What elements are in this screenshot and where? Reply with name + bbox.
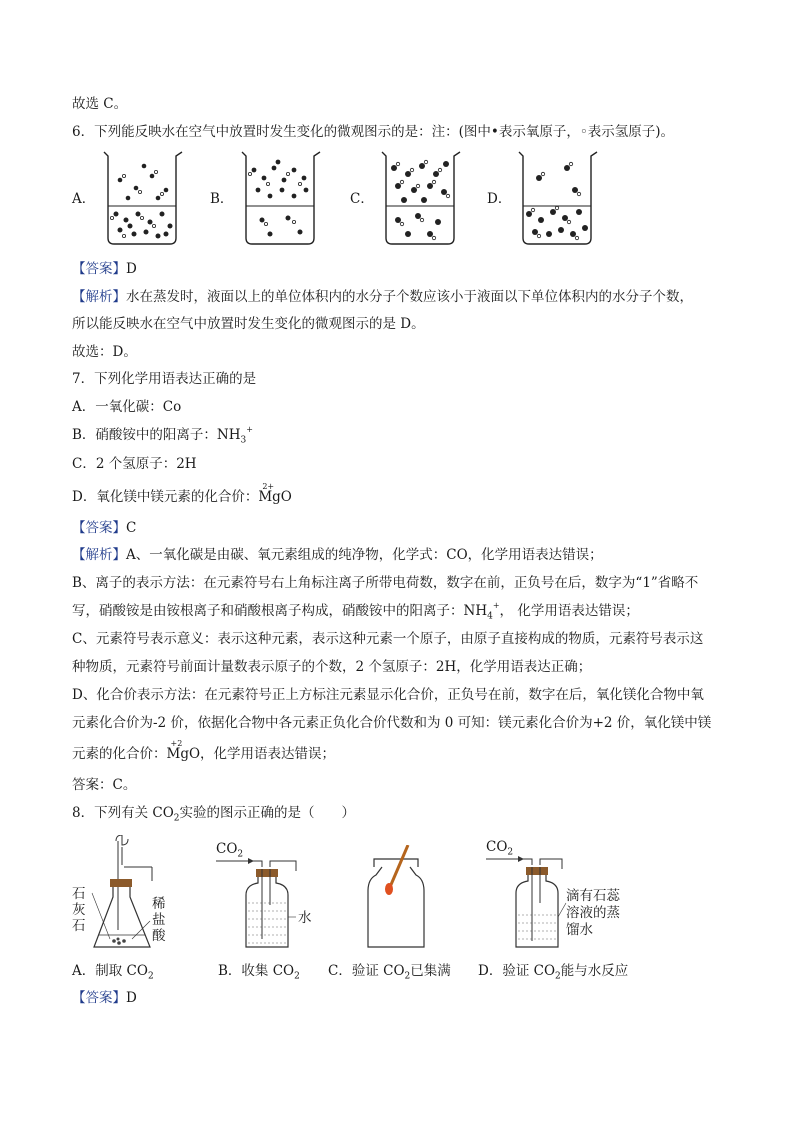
q7-option-c: C．2 个氢原子：2H	[72, 456, 197, 472]
q6-option-b-label: B．	[210, 191, 234, 207]
q7-analysis-b2: 写，硝酸铵是由铵根离子和硝酸根离子构成，硝酸铵中的阳离子：$NH_4^+$， 化学用语表达错误；	[72, 601, 639, 622]
q8-figure-a-apparatus	[88, 835, 188, 955]
q8-stem: 8．下列有关 $CO_2$实验的图示正确的是（ ）	[72, 805, 356, 824]
q7-analysis-d1: D、化合价表示方法：在元素符号正上方标注元素显示化合价，正负号在前，数字在后，氧化镁化合物中氧	[72, 687, 704, 703]
q8-fig-d-label: 滴有石蕊 溶液的蒸 馏水	[566, 888, 620, 938]
q6-beaker-c	[378, 150, 468, 246]
q6-beaker-a	[100, 150, 190, 246]
q8-caption-a: A．制取 $CO_2$	[72, 963, 154, 982]
q6-option-c-label: C．	[350, 191, 374, 207]
q8-figure-c-apparatus	[362, 845, 442, 955]
q7-analysis-d2: 元素化合价为-2 价，依据化合物中各元素正负化合价代数和为 0 可知：镁元素化合价为+2 价，氧化镁中镁	[72, 715, 712, 731]
q8-fig-b-water-label: 水	[298, 910, 312, 926]
q6-option-a-label: A．	[72, 191, 96, 207]
q8-figure-d-apparatus	[480, 853, 570, 955]
q7-analysis-c2: 种物质，元素符号前面计量数表示原子的个数，2 个氢原子：2H，化学用语表达正确；	[72, 659, 592, 675]
q8-fig-d-gas-label: $CO_2$	[486, 839, 514, 858]
q6-beaker-b	[238, 150, 328, 246]
q7-analysis-a: 【解析】A、一氧化碳是由碳、氧元素组成的纯净物，化学式：CO，化学用语表达错误；	[72, 547, 603, 563]
q7-stem: 7．下列化学用语表达正确的是	[72, 371, 257, 387]
q6-answer: 【答案】D	[72, 261, 137, 277]
prev-conclusion: 故选 C。	[72, 96, 128, 112]
q8-caption-b: B．收集 $CO_2$	[218, 963, 300, 982]
q7-analysis-d3: 元素的化合价： +2 MgO，化学用语表达错误；	[72, 739, 336, 762]
q8-caption-c: C．验证 $CO_2$已集满	[328, 963, 451, 982]
q6-analysis-2: 所以能反映水在空气中放置时发生变化的微观图示的是 D。	[72, 316, 425, 332]
q6-stem: 6．下列能反映水在空气中放置时发生变化的微观图示的是：注：(图中•表示氧原子，◦表示氢原子)。	[72, 124, 675, 140]
q8-answer: 【答案】D	[72, 990, 137, 1006]
q7-conclusion: 答案：C。	[72, 777, 137, 793]
q7-option-d: D．氧化镁中镁元素的化合价： 2+ MgO	[72, 482, 292, 505]
q6-option-d-label: D．	[487, 191, 512, 207]
q7-option-b: B．硝酸铵中的阳离子：$NH_3^+$	[72, 425, 253, 446]
q8-fig-a-left-label: 石 灰 石	[72, 886, 86, 934]
q7-analysis-c1: C、元素符号表示意义：表示这种元素，表示这种元素一个原子，由原子直接构成的物质，元素符号表示这	[72, 631, 704, 647]
q8-fig-a-right-label: 稀 盐 酸	[152, 896, 166, 944]
q6-analysis-1: 【解析】水在蒸发时，液面以上的单位体积内的水分子个数应该小于液面以下单位体积内的水分子个数，	[72, 289, 693, 305]
q7-answer: 【答案】C	[72, 520, 137, 536]
q8-caption-d: D．验证 $CO_2$能与水反应	[478, 963, 629, 982]
q8-fig-b-gas-label: $CO_2$	[216, 841, 244, 860]
q7-analysis-b1: B、离子的表示方法：在元素符号右上角标注离子所带电荷数，数字在前，正负号在后，数字为“1”省略不	[72, 575, 699, 591]
q7-option-a: A．一氧化碳：Co	[72, 399, 182, 415]
q6-beaker-d	[515, 150, 605, 246]
q8-figure-b-apparatus	[210, 855, 320, 955]
q6-conclusion: 故选：D。	[72, 344, 137, 360]
